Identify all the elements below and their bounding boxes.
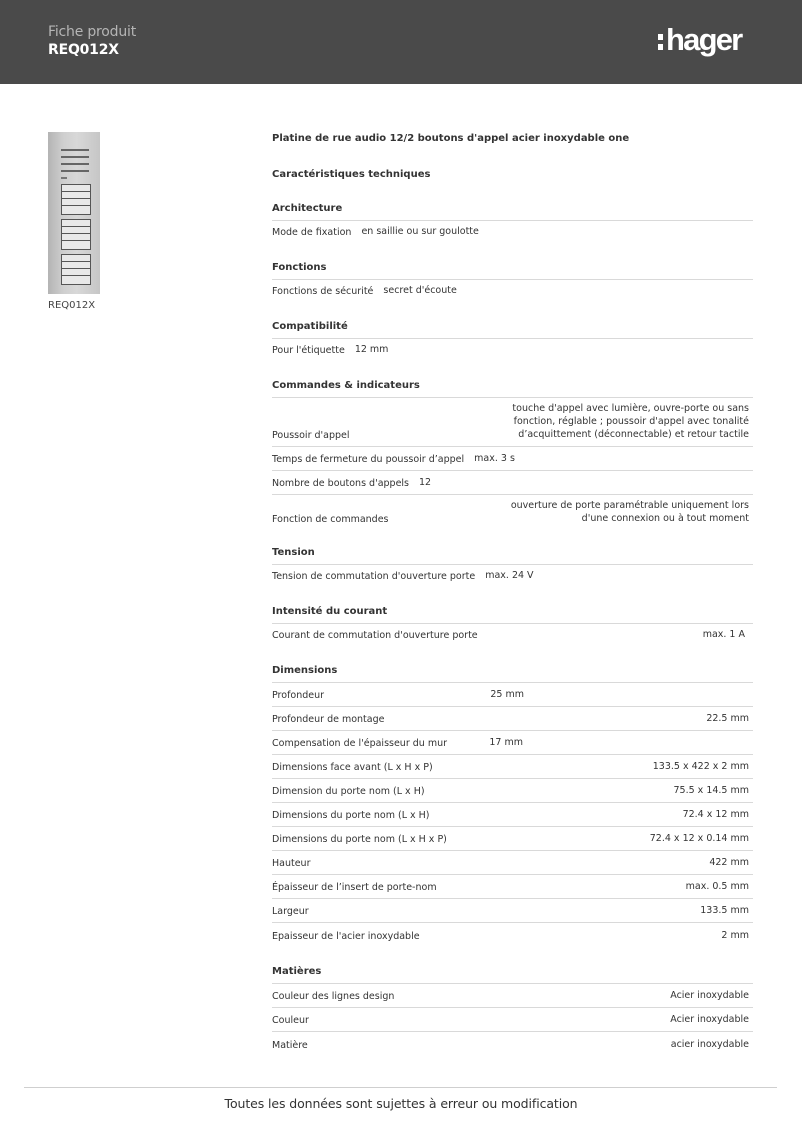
spec-value: 72.4 x 12 mm bbox=[682, 809, 749, 820]
spec-label: Couleur bbox=[272, 1015, 309, 1026]
spec-label: Hauteur bbox=[272, 858, 311, 869]
section-title: Matières bbox=[272, 961, 753, 984]
spec-row bbox=[272, 803, 753, 827]
spec-row bbox=[272, 851, 753, 875]
spec-value bbox=[511, 499, 749, 530]
spec-value: max. 3 s bbox=[474, 453, 515, 464]
section-dimensions bbox=[272, 660, 753, 947]
spec-row bbox=[272, 280, 753, 302]
section-title: Fonctions bbox=[272, 257, 753, 280]
section-title: Architecture bbox=[272, 198, 753, 221]
section-title: Tension bbox=[272, 542, 753, 565]
spec-row bbox=[272, 495, 753, 530]
product-image bbox=[48, 132, 100, 294]
spec-value: 12 mm bbox=[354, 344, 389, 355]
spec-value: max. 1 A bbox=[702, 629, 745, 640]
spec-value: en saillie ou sur goulotte bbox=[361, 226, 479, 237]
spec-label: Mode de fixation bbox=[272, 227, 352, 238]
spec-label: Tension de commutation d'ouverture porte bbox=[272, 571, 476, 582]
spec-label: Nombre de boutons d'appels bbox=[272, 478, 410, 489]
product-title: Platine de rue audio 12/2 boutons d'appel acier inoxydable one bbox=[272, 133, 630, 144]
spec-row bbox=[272, 221, 753, 243]
speaker-slot-icon bbox=[61, 163, 89, 165]
spec-label: Profondeur bbox=[272, 690, 325, 701]
speaker-slot-icon bbox=[61, 170, 89, 172]
spec-value-line: d’acquittement (déconnectable) et retour tactile bbox=[518, 429, 749, 440]
section-architecture bbox=[272, 198, 753, 243]
spec-value: 25 mm bbox=[490, 689, 524, 700]
spec-value: 133.5 x 422 x 2 mm bbox=[652, 761, 749, 772]
section-title: Intensité du courant bbox=[272, 601, 753, 624]
spec-value: 17 mm bbox=[489, 737, 523, 748]
spec-row bbox=[272, 899, 753, 923]
section-fonctions bbox=[272, 257, 753, 302]
section-intensite bbox=[272, 601, 753, 646]
spec-value-line: touche d'appel avec lumière, ouvre-porte ou sans bbox=[512, 403, 749, 414]
spec-row bbox=[272, 471, 753, 495]
logo-text: hager bbox=[666, 22, 742, 57]
spec-label: Matière bbox=[272, 1040, 308, 1051]
spec-row bbox=[272, 565, 753, 587]
spec-value: 2 mm bbox=[721, 930, 749, 941]
footer-divider bbox=[24, 1087, 777, 1088]
spec-label: Compensation de l'épaisseur du mur bbox=[272, 738, 448, 749]
spec-row bbox=[272, 827, 753, 851]
spec-label: Dimension du porte nom (L x H) bbox=[272, 786, 425, 797]
spec-row bbox=[272, 755, 753, 779]
spec-value: max. 0.5 mm bbox=[685, 881, 749, 892]
spec-row bbox=[272, 779, 753, 803]
section-compatibilite bbox=[272, 316, 753, 361]
spec-label: Couleur des lignes design bbox=[272, 991, 395, 1002]
spec-label: Epaisseur de l'acier inoxydable bbox=[272, 931, 420, 942]
spec-label: Fonction de commandes bbox=[272, 514, 389, 525]
section-matieres bbox=[272, 961, 753, 1056]
spec-value: secret d'écoute bbox=[383, 285, 457, 296]
spec-row bbox=[272, 398, 753, 447]
spec-label: Largeur bbox=[272, 906, 309, 917]
section-title: Commandes & indicateurs bbox=[272, 375, 753, 398]
spec-content bbox=[272, 128, 753, 1056]
call-button-group bbox=[61, 184, 91, 215]
call-button-group bbox=[61, 254, 91, 285]
product-reference: REQ012X bbox=[48, 42, 119, 58]
speaker-slot-icon bbox=[61, 149, 89, 151]
spec-row bbox=[272, 707, 753, 731]
spec-value: 22.5 mm bbox=[706, 713, 749, 724]
spec-value-line: ouverture de porte paramétrable uniquement lors bbox=[510, 500, 749, 511]
spec-label: Profondeur de montage bbox=[272, 714, 385, 725]
spec-value: Acier inoxydable bbox=[670, 990, 749, 1001]
spec-label: Poussoir d'appel bbox=[272, 430, 350, 441]
spec-value: 75.5 x 14.5 mm bbox=[673, 785, 749, 796]
document-type-label: Fiche produit bbox=[48, 24, 136, 40]
section-tension bbox=[272, 542, 753, 587]
led-indicator-icon bbox=[61, 177, 67, 179]
speaker-slot-icon bbox=[61, 156, 89, 158]
section-commandes bbox=[272, 375, 753, 530]
spec-value-line: d'une connexion ou à tout moment bbox=[581, 513, 749, 524]
spec-row bbox=[272, 984, 753, 1008]
spec-row bbox=[272, 731, 753, 755]
section-title: Compatibilité bbox=[272, 316, 753, 339]
spec-label: Dimensions face avant (L x H x P) bbox=[272, 762, 433, 773]
spec-value: acier inoxydable bbox=[670, 1039, 749, 1050]
spec-value: 72.4 x 12 x 0.14 mm bbox=[649, 833, 749, 844]
hager-logo bbox=[658, 22, 741, 58]
spec-value: Acier inoxydable bbox=[670, 1014, 749, 1025]
spec-value bbox=[512, 402, 749, 446]
spec-label: Fonctions de sécurité bbox=[272, 286, 374, 297]
spec-row bbox=[272, 339, 753, 361]
call-button-group bbox=[61, 219, 91, 250]
spec-value-line: fonction, réglable ; poussoir d'appel avec tonalité bbox=[513, 416, 749, 427]
spec-label: Temps de fermeture du poussoir d’appel bbox=[272, 454, 465, 465]
spec-value: max. 24 V bbox=[485, 570, 534, 581]
spec-label: Épaisseur de l’insert de porte-nom bbox=[272, 882, 437, 893]
spec-value: 12 bbox=[419, 477, 432, 488]
spec-row bbox=[272, 1008, 753, 1032]
spec-row bbox=[272, 1032, 753, 1056]
spec-value: 422 mm bbox=[709, 857, 749, 868]
spec-row bbox=[272, 624, 753, 646]
spec-row bbox=[272, 875, 753, 899]
spec-label: Dimensions du porte nom (L x H x P) bbox=[272, 834, 447, 845]
product-image-caption: REQ012X bbox=[48, 300, 96, 311]
page-header bbox=[0, 0, 802, 84]
spec-row bbox=[272, 923, 753, 947]
footer-disclaimer: Toutes les données sont sujettes à erreur ou modification bbox=[224, 1096, 578, 1111]
logo-colon-icon bbox=[658, 34, 663, 50]
spec-row bbox=[272, 447, 753, 471]
spec-row bbox=[272, 683, 753, 707]
spec-label: Pour l'étiquette bbox=[272, 345, 345, 356]
characteristics-heading: Caractéristiques techniques bbox=[272, 169, 431, 180]
section-title: Dimensions bbox=[272, 660, 753, 683]
spec-label: Dimensions du porte nom (L x H) bbox=[272, 810, 430, 821]
spec-value: 133.5 mm bbox=[700, 905, 749, 916]
spec-label: Courant de commutation d'ouverture porte bbox=[272, 630, 478, 641]
